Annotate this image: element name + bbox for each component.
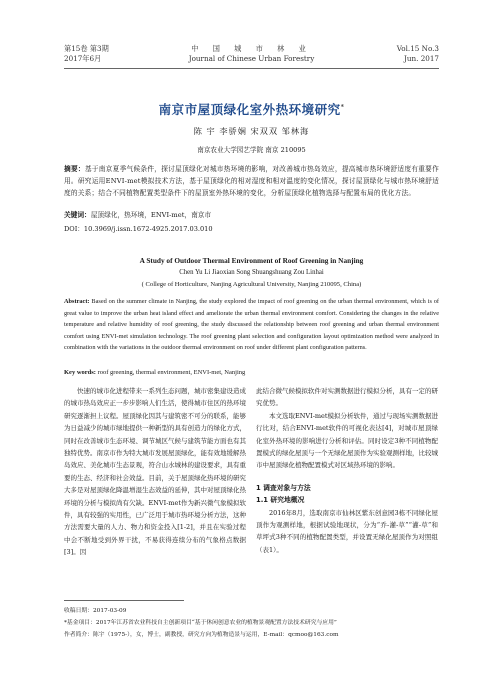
body-paragraph: 本文选取ENVI-met模拟分析软件，通过与现场实测数据进行比对，结合ENVI-met软件的可视化表达[4]，对城市屋顶绿化室外热环境的影响进行分析和评估。同时设定3种不同植物配置模式的绿化屋顶与一个无绿化屋顶作为实验观测样地，比较城市中屋顶绿化植物配置模式对区域热环境的影响。 (256, 411, 439, 470)
keywords-en-label: Key words: (64, 369, 96, 376)
authors: 陈 宇 李骄娴 宋双双 邹林海 (193, 126, 310, 136)
english-affiliation: ( College of Horticulture, Nanjing Agricultural University, Nanjing 210095, China) (141, 281, 362, 288)
header-date-zh: 2017年6月 (64, 54, 102, 63)
abstract-en-label: Abstract: (64, 298, 90, 305)
header-journal-en: Journal of Chinese Urban Forestry (188, 54, 315, 63)
running-header (64, 44, 439, 66)
body-paragraph: 2016年8月，选取南京市仙林区紫东创意园3栋不同绿化屋顶作为观测样地，根据试验地现状，分为“乔-灌-草”“灌-草”和草坪式3种不同的植物配置类型，并设置无绿化屋顶作为对照组（表1）。 (256, 508, 438, 554)
body-column-left (64, 385, 246, 559)
abstract-zh-label: 摘要： (64, 165, 85, 173)
header-center (64, 44, 439, 64)
affiliation: 南京农业大学园艺学院 南京 210095 (197, 146, 306, 154)
keywords-en (64, 367, 439, 378)
header-right (397, 44, 439, 64)
paper-title-text: 南京市屋顶绿化室外热环境研究 (158, 102, 341, 117)
keywords-en-text: roof greening, thermal environment, ENVI-met, Nanjing (97, 369, 246, 376)
section-heading-1-1: 1.1 研究地概况 (256, 496, 305, 505)
abstract-en-text: Based on the summer climate in Nanjing, the study explored the impact of roof greening on the urban thermal environment, which is of great value to improve the urban heat island effect and ameliorate the urban thermal environment comfort. Considering the changes in the relative temperature and relative humidity of roof greening, the study discussed the relationship between roof greening and urban thermal environment comfort using ENVI-met simulation technology. The roof greening plant selection and configuration layout optimization method were analyzed in combination with the variations in the outdoor thermal environment on roof under different plant configuration patterns. (64, 298, 439, 352)
footnote-fund: *基金项目：2017年江苏省农业科技自主创新项目“基于休闲创意农业的植物景观配置方法技术研究与应用” (64, 620, 337, 626)
footnote-rule (64, 600, 184, 601)
header-rule (64, 68, 439, 69)
footnote-author: 作者简介：陈宇（1975-），女，博士，副教授，研究方向为植物造景与运用，E-mail：qcmoo@163.com (64, 632, 339, 638)
paper-title (0, 100, 503, 118)
section-heading-1: 1 调查对象与方法 (256, 483, 311, 492)
body-paragraph: 此结合微气候模拟软件对实测数据进行模拟分析，具有一定的研究优势。 (256, 387, 438, 408)
abstract-en (64, 296, 439, 354)
english-title: A Study of Outdoor Thermal Environment of Roof Greening in Nanjing (139, 256, 364, 265)
header-volume: 第15卷 第3期 (64, 44, 109, 53)
body-paragraph: 快速的城市化进程带来一系列生态问题，城市密集建设造成的城市热岛效应正一步步影响人们生活，使得城市住区的热环境研究逐渐担上议程。屋顶绿化因其与建筑密不可分的联系，能够为日益减少的城市绿地提供一种新型的具有创造力的绿化方式，同时在改善城市生态环境、调节城区气候与建筑节能方面也有其独特优势。南京市作为特大城市发展屋顶绿化，能有效地缓解热岛效应、美化城市生态景观，符合山水城林的建设要求，具有重要的生态、经济和社会效益。目前，关于屋顶绿化热环境的研究大多是对屋顶绿化降温增湿生态效益的延伸，其中对屋顶绿化热环境的分析与模拟尚有欠缺。ENVI-met作为新兴微气象模拟软件，具有较强的实用性，已广泛用于城市热环境分析方法，这种方法需要大量的人力、物力和资金投入[1-2]，并且在实验过程中会不断地受到外界干扰，不易获得连续分布的气象格点数据[3]。因 (64, 387, 247, 557)
footnote-received: 收稿日期：2017-03-09 (64, 608, 127, 614)
abstract-zh (64, 163, 439, 200)
keywords-zh-text: 屋顶绿化，热环境，ENVI-met，南京市 (90, 211, 212, 219)
keywords-zh (64, 210, 439, 221)
english-authors: Chen Yu Li Jiaoxian Song Shuangshuang Zou Linhai (179, 269, 324, 276)
header-vol-en: Vol.15 No.3 (396, 44, 439, 53)
header-journal-zh: 中 国 城 市 林 业 (191, 44, 312, 53)
title-footnote-mark: * (340, 103, 345, 111)
abstract-zh-text: 基于南京夏季气候条件，探讨屋顶绿化对城市热环境的影响，对改善城市热岛效应，提高城市热环境舒适度有重要作用。研究运用ENVI-met模拟技术方法，基于屋顶绿化的相对湿度和相对温度的变化情况，探讨屋顶绿化与城市热环境舒适度的关系；结合不同植物配置类型条件下的屋顶室外热环境的变化，分析屋顶绿化植物选择与配置布局的优化方法。 (64, 165, 439, 198)
doi: DOI：10.3969/j.issn.1672-4925.2017.03.010 (64, 225, 213, 233)
body-column-right (256, 385, 438, 556)
header-date-en: Jun. 2017 (403, 54, 439, 63)
keywords-zh-label: 关键词： (64, 211, 91, 219)
